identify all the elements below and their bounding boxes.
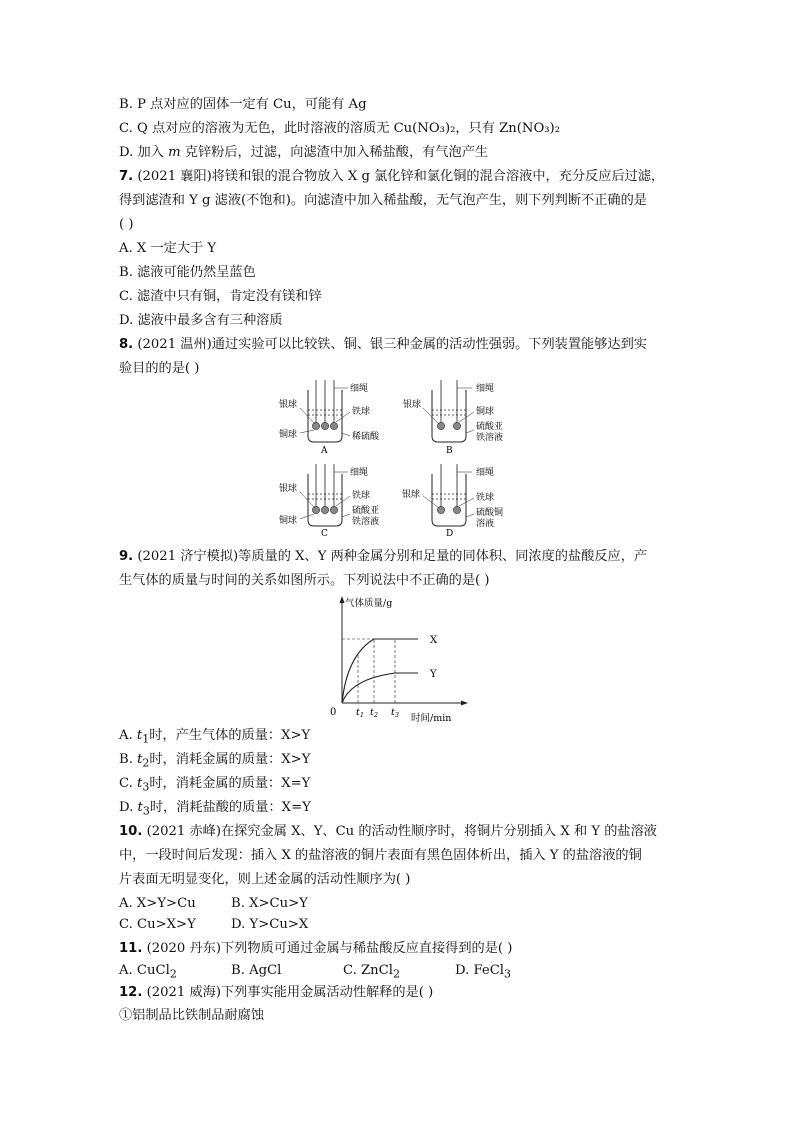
q7-number: 7.: [119, 169, 134, 184]
y-axis-arrow-icon: [340, 596, 345, 603]
q10-number: 10.: [119, 824, 143, 839]
b-copper-ball: [453, 422, 460, 429]
beaker-b: [403, 380, 503, 456]
chart-xlabel: 时间/min: [411, 713, 452, 724]
a-label-silver: 银球: [279, 400, 298, 410]
q10-stem-line3: 片表面无明显变化，则上述金属的活动性顺序为( ): [119, 872, 411, 887]
a-copper-ball: [330, 422, 337, 429]
q6-option-c: C. Q 点对应的溶液为无色，此时溶液的溶质无 Cu(NO₃)₂，只有 Zn(NO₃)₂: [119, 121, 560, 136]
q9-option-c: C. $t_3$时，消耗金属的质量：X=Y: [119, 776, 311, 794]
q10-stem-line1: 10. (2021 赤峰)在探究金属 X、Y、Cu 的活动性顺序时，将铜片分别插入 X 和 Y 的盐溶液: [119, 824, 657, 839]
beaker-d: [402, 464, 503, 538]
d-label-string: 细绳: [476, 468, 495, 478]
d-label-solution1: 硫酸铜: [476, 508, 504, 518]
chart-ylabel: 气体质量/g: [345, 598, 393, 609]
d-label-silver: 银球: [402, 490, 421, 500]
q12-item1: ①铝制品比铁制品耐腐蚀: [119, 1008, 265, 1023]
c-label-copper: 铜球: [279, 516, 298, 526]
c-label-iron: 铁球: [352, 491, 371, 501]
q12-number: 12.: [119, 985, 143, 1000]
q11-option-c: C. ZnCl$_2$: [343, 963, 400, 981]
q10-option-c: C. Cu>X>Y: [119, 917, 196, 932]
q8-stem-line2: 验目的的是( ): [119, 361, 200, 376]
q11-option-a: A. CuCl$_2$: [119, 963, 177, 981]
q9-stem-line1: 9. (2021 济宁模拟)等质量的 X、Y 两种金属分别和足量的同体积、同浓度的盐酸反应，产: [119, 549, 648, 564]
q7-option-d: D. 滤液中最多含有三种溶质: [119, 313, 283, 328]
c-label-string: 细绳: [350, 468, 369, 478]
q6-option-d: D. 加入 m 克锌粉后，过滤，向滤渣中加入稀盐酸，有气泡产生: [119, 145, 489, 160]
a-label-string: 细绳: [350, 384, 369, 394]
q8-stem-line1: 8. (2021 温州)通过实验可以比较铁、铜、银三种金属的活动性强弱。下列装置能够达到实: [119, 337, 647, 352]
a-silver-ball: [312, 422, 319, 429]
beaker-d-label: D: [446, 529, 454, 538]
d-label-iron: 铁球: [476, 493, 495, 503]
tick-t1: $t_1$: [356, 707, 364, 719]
q8-apparatus-figure: [270, 378, 540, 538]
q12-stem: 12. (2021 威海)下列事实能用金属活动性解释的是( ): [119, 985, 434, 1000]
q7-option-b: B. 滤液可能仍然呈蓝色: [119, 265, 256, 280]
a-label-solution: 稀硫酸: [352, 432, 380, 442]
tick-t2: $t_2$: [370, 707, 378, 719]
d-iron-ball: [453, 506, 460, 513]
q9-stem-line2: 生气体的质量与时间的关系如图所示。下列说法中不正确的是( ): [119, 573, 490, 588]
q9-number: 9.: [119, 549, 134, 564]
b-label-copper: 铜球: [476, 407, 495, 417]
q11-stem: 11. (2020 丹东)下列物质可通过金属与稀盐酸反应直接得到的是( ): [119, 941, 513, 956]
beaker-a-label: A: [321, 446, 328, 456]
series-x-label: X: [430, 635, 438, 646]
a-iron-ball: [321, 422, 328, 429]
q9-option-a: A. $t_1$时，产生气体的质量：X>Y: [119, 728, 311, 746]
q10-options-row2: [119, 916, 308, 934]
q7-stem-line1: 7. (2021 襄阳)将镁和银的混合物放入 X g 氯化锌和氯化铜的混合溶液中，充分反应后过滤，: [119, 169, 665, 184]
q9-option-b: B. $t_2$时，消耗金属的质量：X>Y: [119, 752, 311, 770]
q10-option-a: A. X>Y>Cu: [119, 896, 196, 911]
beaker-c: [279, 464, 379, 538]
q6-option-b: B. P 点对应的固体一定有 Cu，可能有 Ag: [119, 97, 367, 112]
c-label-solution2: 铁溶液: [352, 517, 380, 527]
c-copper-ball: [330, 506, 337, 513]
q7-option-c: C. 滤渣中只有铜，肯定没有镁和锌: [119, 289, 322, 304]
c-label-solution1: 硫酸亚: [352, 506, 380, 516]
c-silver-ball: [312, 506, 319, 513]
beaker-c-label: C: [321, 529, 328, 538]
q11-option-b: B. AgCl: [231, 963, 282, 978]
q10-stem-line2: 中，一段时间后发现：插入 X 的盐溶液的铜片表面有黑色固体析出，插入 Y 的盐溶液的铜: [119, 848, 642, 863]
q11-options: [119, 962, 511, 984]
tick-t3: $t_3$: [391, 707, 399, 719]
q9-chart: [325, 593, 475, 725]
beaker-a: [279, 380, 380, 456]
q7-option-a: A. X 一定大于 Y: [119, 241, 217, 256]
a-label-iron: 铁球: [352, 407, 371, 417]
a-label-copper: 铜球: [279, 430, 298, 440]
c-label-silver: 银球: [279, 484, 298, 494]
q11-number: 11.: [119, 941, 143, 956]
series-y-line: [342, 673, 418, 703]
b-label-silver: 银球: [403, 400, 422, 410]
b-label-string: 细绳: [476, 384, 495, 394]
d-label-solution2: 溶液: [476, 519, 495, 529]
x-axis-arrow-icon: [461, 701, 468, 706]
q7-stem-line3: ( ): [119, 217, 134, 232]
q9-option-d: D. $t_3$时，消耗盐酸的质量：X=Y: [119, 800, 311, 818]
b-label-solution1: 硫酸亚: [476, 422, 504, 432]
q8-number: 8.: [119, 337, 134, 352]
q11-option-d: D. FeCl$_3$: [455, 963, 512, 981]
beaker-b-label: B: [446, 446, 453, 456]
b-label-solution2: 铁溶液: [476, 433, 504, 443]
series-y-label: Y: [430, 669, 437, 680]
q7-stem-line2: 得到滤渣和 Y g 滤液(不饱和)。向滤渣中加入稀盐酸，无气泡产生，则下列判断不正确的是: [119, 193, 647, 208]
c-iron-ball: [321, 506, 328, 513]
series-x-line: [342, 639, 418, 703]
q10-option-b: B. X>Cu>Y: [231, 896, 308, 911]
q10-options-row1: [119, 895, 308, 913]
chart-origin: 0: [330, 707, 337, 718]
q10-option-d: D. Y>Cu>X: [231, 917, 309, 932]
